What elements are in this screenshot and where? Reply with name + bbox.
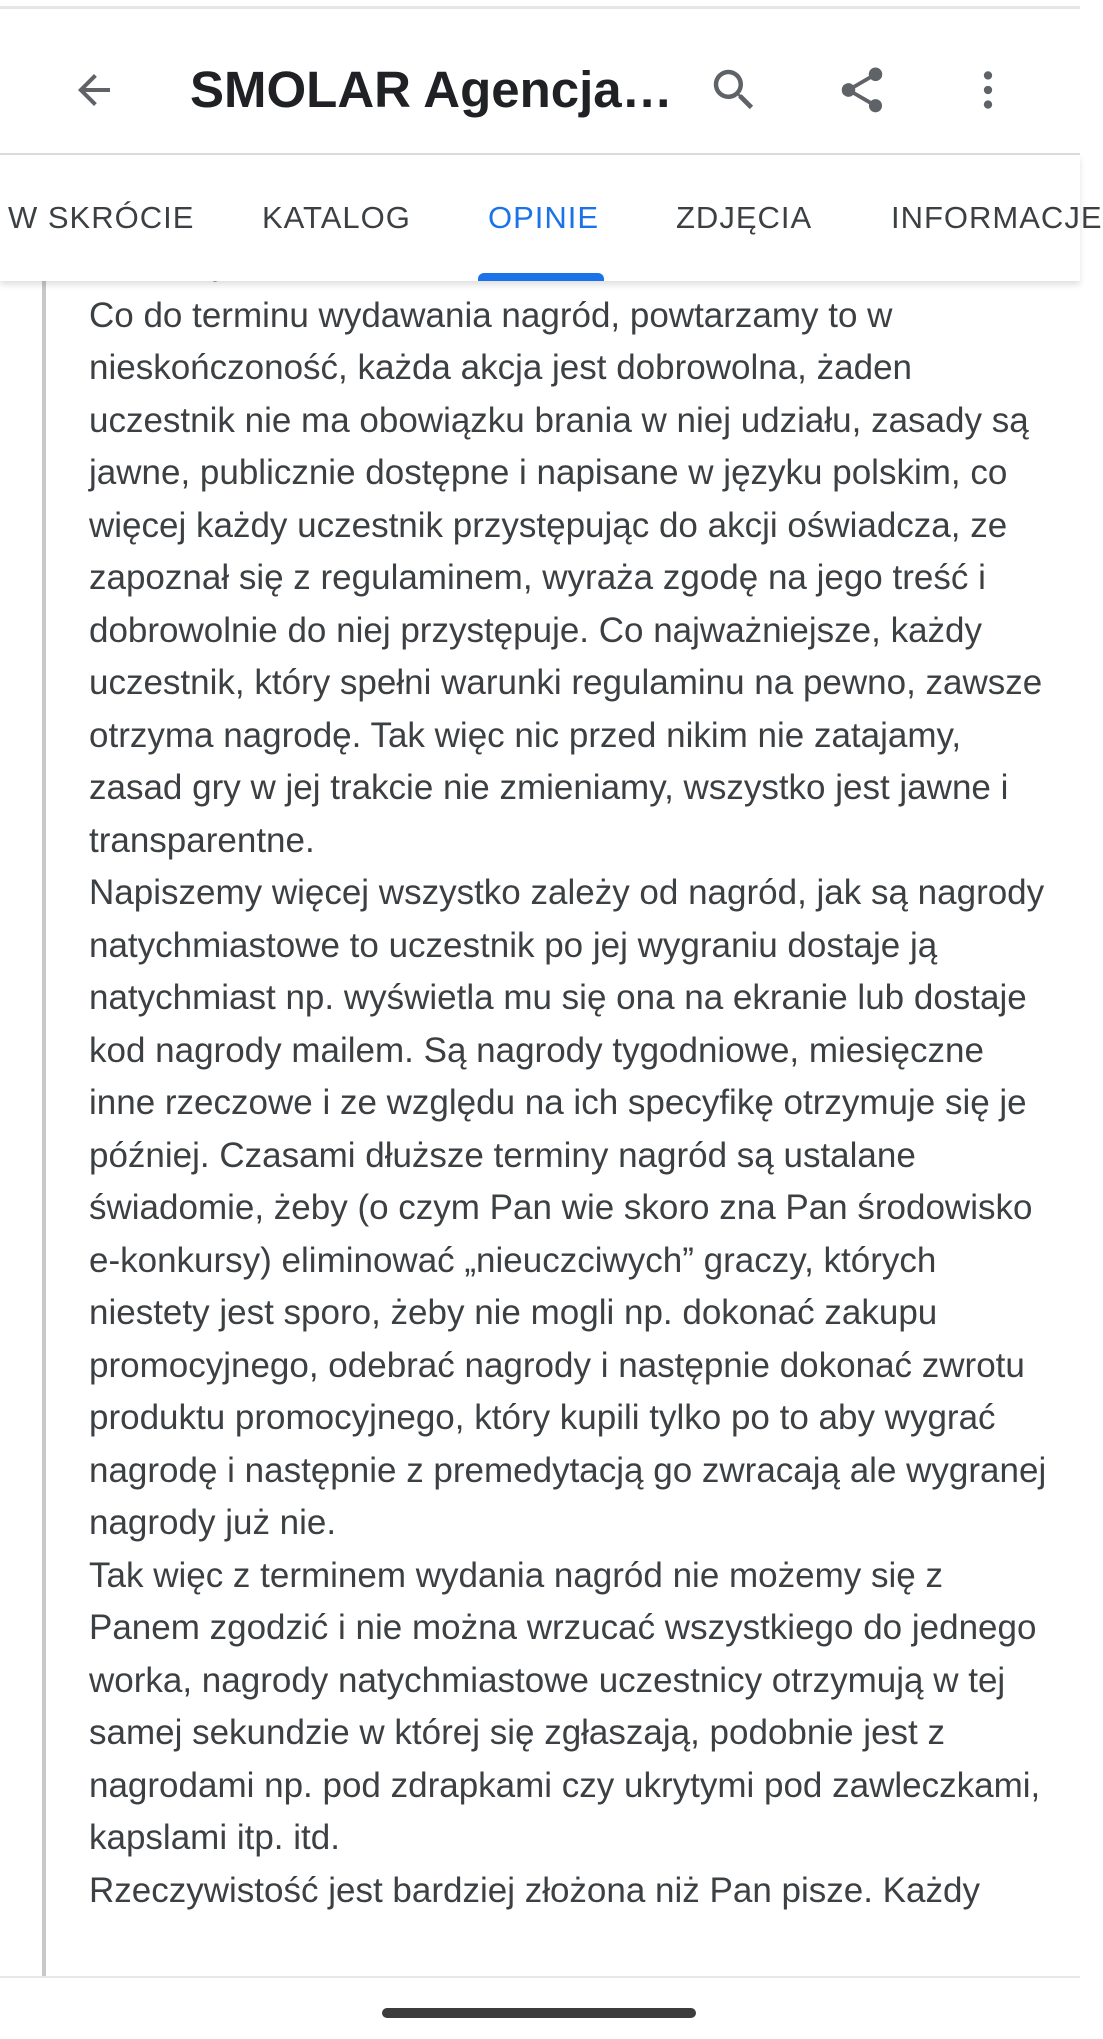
arrow-back-icon bbox=[70, 66, 118, 114]
tab-info[interactable]: INFORMACJE bbox=[891, 200, 1103, 235]
tab-bar bbox=[0, 155, 1103, 281]
app-bar bbox=[0, 10, 1080, 153]
more-options-button[interactable] bbox=[944, 46, 1032, 134]
search-button[interactable] bbox=[690, 46, 778, 134]
review-reply-section[interactable] bbox=[0, 281, 1080, 1976]
search-icon bbox=[707, 63, 761, 117]
page-title: SMOLAR Agencja… bbox=[190, 61, 673, 118]
gesture-navigation-bar bbox=[0, 1976, 1080, 2039]
reply-paragraph: Tak więc z terminem wydania nagród nie możemy się z Panem zgodzić i nie można wrzucać wszystkiego do jednego worka, nagrody natychmiastowe uczestnicy otrzymują w tej samej sekundzie w której się zgłaszają, podobnie jest z nagrodami np. pod zdrapkami czy ukrytymi pod zawleczkami, kapslami itp. itd. bbox=[89, 1555, 1041, 1857]
reply-paragraph: Napiszemy więcej wszystko zależy od nagród, jak są nagrody natychmiastowe to uczestnik po jej wygraniu dostaje ją natychmiast np. wyświetla mu się ona na ekranie lub dostaje kod nagrody mailem. Są nagrody tygodniowe, miesięczne inne rzeczowe i ze względu na ich specyfikę otrzymuje się je później. Czasami dłuższe terminy nagród są ustalane świadomie, żeby (o czym Pan wie skoro zna Pan środowisko e-konkursy) eliminować „nieuczciwych” graczy, których niestety jest sporo, żeby nie mogli np. dokonać zakupu promocyjnego, odebrać nagrody i następnie dokonać zwrotu produktu promocyjnego, który kupili tylko po to aby wygrać nagrodę i następnie z premedytacją go zwracają ale wygranej nagrody już nie. bbox=[89, 873, 1047, 1542]
home-gesture-handle[interactable] bbox=[382, 2008, 696, 2018]
share-button[interactable] bbox=[818, 46, 906, 134]
status-bar-edge bbox=[0, 6, 1080, 9]
tab-catalog[interactable]: KATALOG bbox=[262, 200, 411, 235]
owner-reply-text bbox=[89, 237, 1049, 1917]
reply-paragraph: Rzeczywistość jest bardziej złożona niż Pan pisze. Każdy bbox=[89, 1870, 980, 1910]
tab-reviews[interactable]: OPINIE bbox=[488, 200, 600, 235]
share-icon bbox=[835, 63, 889, 117]
reply-quote-bar bbox=[42, 281, 46, 1976]
reply-paragraph: Co do terminu wydawania nagród, powtarzamy to w nieskończoność, każda akcja jest dobrowolna, żaden uczestnik nie ma obowiązku brania w niej udziału, zasady są jawne, publicznie dostępne i napisane w języku polskim, co więcej każdy uczestnik przystępując do akcji oświadcza, ze zapoznał się z regulaminem, wyraża zgodę na jego treść i dobrowolnie do niej przystępuje. Co najważniejsze, każdy uczestnik, który spełni warunki regulaminu na pewno, zawsze otrzyma nagrodę. Tak więc nic przed nikim nie zatajamy, zasad gry w jej trakcie nie zmieniamy, wszystko jest jawne i transparentne. bbox=[89, 295, 1043, 860]
more-vertical-icon bbox=[963, 65, 1013, 115]
back-button[interactable] bbox=[50, 46, 138, 134]
active-tab-indicator bbox=[478, 273, 604, 281]
tab-overview[interactable]: W SKRÓCIE bbox=[8, 200, 195, 235]
tab-photos[interactable]: ZDJĘCIA bbox=[676, 200, 813, 235]
